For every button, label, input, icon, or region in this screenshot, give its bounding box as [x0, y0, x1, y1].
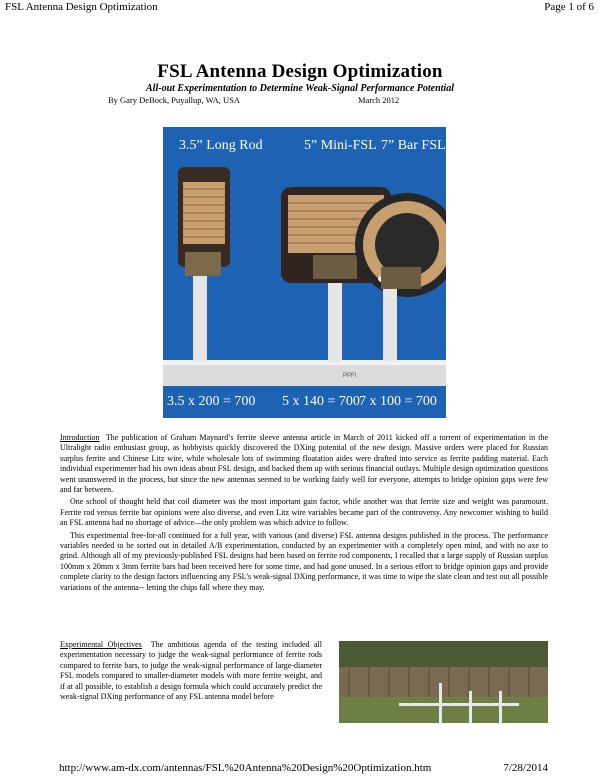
photo-formula-mini-fsl: 5 x 140 = 700 — [282, 394, 360, 409]
objectives-section — [60, 640, 322, 702]
footer-date: 7/28/2014 — [503, 762, 548, 774]
header-title: FSL Antenna Design Optimization — [5, 1, 158, 13]
page-header — [0, 0, 600, 14]
photo-label-mini-fsl: 5” Mini-FSL — [304, 138, 377, 153]
photo-formula-long-rod: 3.5 x 200 = 700 — [167, 394, 256, 409]
photo-pipe-label: PPFI — [343, 373, 357, 379]
doc-title: FSL Antenna Design Optimization — [157, 61, 443, 82]
antenna-photo — [163, 127, 446, 418]
test-site-photo — [339, 641, 548, 723]
antenna-photo-graphic — [163, 127, 446, 418]
header-page-number: Page 1 of 6 — [544, 1, 594, 13]
photo-formula-bar-fsl: 7 x 100 = 700 — [359, 394, 437, 409]
objectives-heading: Experimental Objectives — [60, 640, 142, 649]
intro-paragraph-2: One school of thought held that coil diameter was the most important gain factor, while another was that ferrite size and weight was paramount. Ferrite rod versus ferrite bar opinions were also diverse, and even Litz wire variables became part of the controversy. Any newcomer wishing to build an FSL antenna had no shortage of advice—the only problem was which advice to follow. — [60, 497, 548, 528]
intro-paragraph-3: This experimental free-for-all continued for a full year, with various (and diverse) FSL antenna designs published in the process. The performance variables needed to be sorted out in detailed A/B experimentation, conducted by an experimenter with a completely open mind, and with no axe to grind. Although all of my previously-published FSL designs had been based on ferrite rod components, I recalled that a large supply of Russian surplus 100mm x 20mm x 3mm ferrite bars had been received here for some time, and had gone unused. In a serious effort to bridge opinion gaps and provide complete clarity to the design factors influencing any FSL’s weak-signal DXing performance, it was time to wipe the slate clean and test out all possible variations of the antenna-- letting the chips fall where they may. — [60, 530, 548, 592]
intro-paragraph-1 — [60, 433, 548, 495]
intro-heading: Introduction — [60, 433, 100, 442]
page-footer — [0, 761, 600, 775]
test-site-graphic — [339, 641, 548, 723]
doc-date: March 2012 — [358, 95, 400, 105]
intro-section — [60, 433, 548, 593]
photo-label-bar-fsl: 7” Bar FSL — [381, 138, 446, 153]
intro-text-1: The publication of Graham Maynard’s ferrite sleeve antenna article in March of 2011 kicked off a torrent of experimentation in the Ultralight radio enthusiast group, as hobbyists quickly discovered the DXing potential of the new design. Massive orders were placed for Russian surplus ferrite and Chinese Litz wire, while wholesale lots of swimming floatation aides were drafted into service as ferrite padding material. Each individual experimenter had his own ideas about FSL design, and backed them up with serious financial outlays. Multiple design optimization questions went unanswered in the process, but since the new antennas seemed to be working fairly well for everyone, attempts to bridge opinion gaps were few and far between. — [60, 433, 549, 495]
footer-url[interactable]: http://www.am-dx.com/antennas/FSL%20Antenna%20Design%20Optimization.htm — [59, 762, 432, 774]
doc-byline: By Gary DeBock, Puyallup, WA, USA — [108, 95, 241, 105]
objectives-text: The ambitious agenda of the testing included all experimentation necessary to judge the weak-signal performance of ferrite rods compared to ferrite bars, to judge the weak-signal performance of large-diameter FSL models compared to smaller-diameter models with more ferrite weight, and if at all possible, to establish a design formula which could accurately predict the weak-signal DXing performance of any FSL antenna model before — [60, 640, 322, 702]
doc-subtitle: All-out Experimentation to Determine Weak-Signal Performance Potential — [146, 83, 454, 94]
photo-label-long-rod: 3.5” Long Rod — [179, 138, 263, 153]
